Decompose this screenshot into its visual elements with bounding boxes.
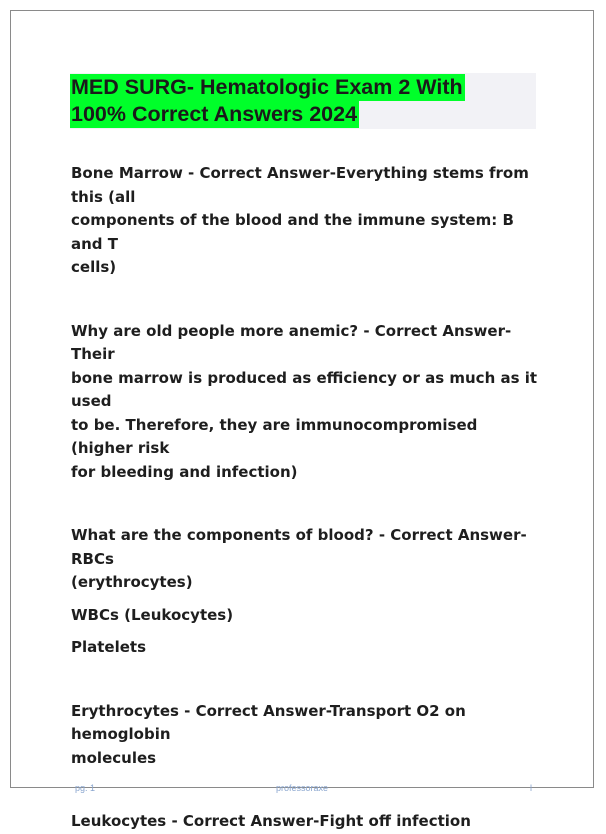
text-line: molecules [71, 748, 157, 767]
list-item-platelets [71, 636, 541, 660]
text-line: WBCs (Leukocytes) [71, 605, 234, 624]
document-body [71, 162, 541, 834]
text-line: What are the components of blood? - Correct Answer-RBCs [71, 526, 527, 568]
title-line-2: 100% Correct Answers 2024 [71, 102, 358, 126]
text-line: cells) [71, 258, 117, 276]
text-line: Leukocytes - Correct Answer-Fight off infection [71, 812, 471, 830]
text-line: Erythrocytes - Correct Answer-Transport O2 on hemoglobin [71, 701, 466, 743]
list-item-wbcs [71, 604, 541, 628]
text-line: Why are old people more anemic? - Correct Answer-Their [71, 321, 512, 363]
text-line: (erythrocytes) [71, 573, 193, 591]
text-line: for bleeding and infection) [71, 462, 298, 481]
text-line: components of the blood and the immune system: B and T [71, 211, 514, 253]
footer-author: professoraxe [276, 783, 329, 793]
document-title [70, 73, 536, 129]
footer-page-number: pg. 1 [75, 783, 96, 793]
text-line: Bone Marrow - Correct Answer-Everything stems from this (all [71, 164, 529, 206]
text-line: Platelets [71, 638, 147, 656]
qa-bone-marrow [71, 162, 541, 280]
qa-blood-components [71, 524, 541, 595]
text-line: bone marrow is produced as efficiency or as much as it used [71, 368, 538, 410]
text-line: to be. Therefore, they are immunocompromised (higher risk [71, 415, 478, 457]
qa-old-people-anemic [71, 320, 541, 485]
qa-leukocytes [71, 810, 541, 834]
footer-right-mark: l [530, 783, 532, 793]
qa-erythrocytes [71, 700, 541, 771]
title-line-1: MED SURG- Hematologic Exam 2 With [71, 75, 463, 99]
